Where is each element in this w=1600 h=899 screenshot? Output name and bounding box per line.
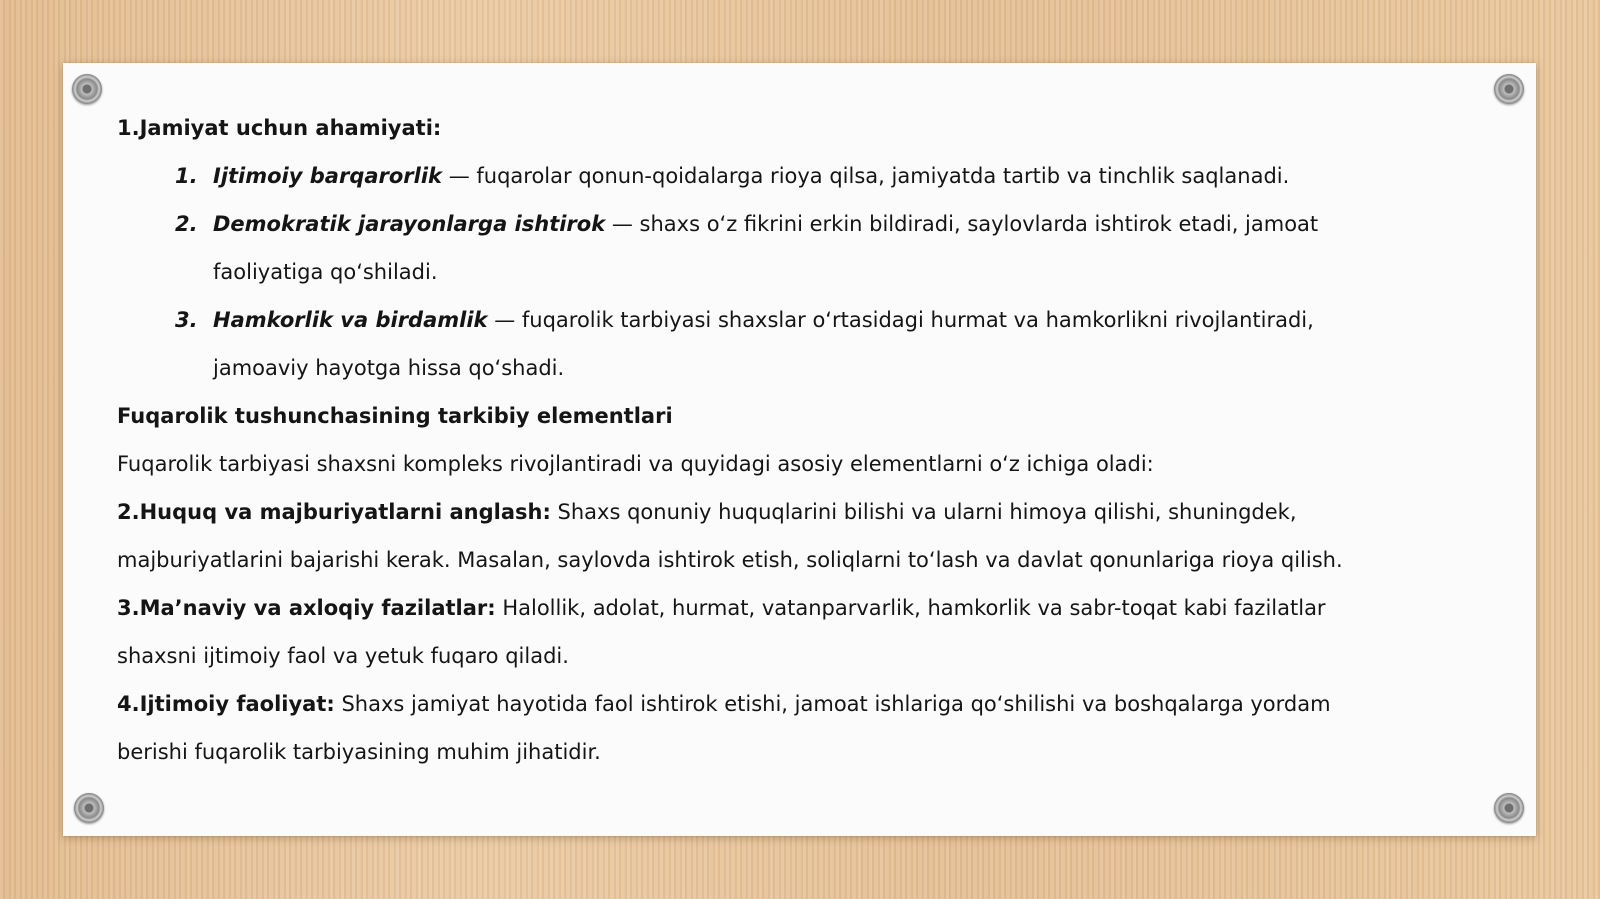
screw-icon <box>1494 74 1524 104</box>
slide-card <box>63 63 1536 836</box>
element-point <box>117 584 1527 680</box>
point-text-continuation: shaxsni ijtimoiy faol va yetuk fuqaro qiladi. <box>117 644 569 668</box>
point-text: Shaxs qonuniy huquqlarini bilishi va ularni himoya qilishi, shuningdek, <box>550 500 1297 524</box>
list-number: 1. <box>175 164 198 188</box>
list-term: Demokratik jarayonlarga ishtirok <box>213 212 606 236</box>
list-text: — fuqarolik tarbiyasi shaxslar o‘rtasidagi hurmat va hamkorlikni rivojlantiradi, <box>487 308 1314 332</box>
point-label: 2.Huquq va majburiyatlarni anglash: <box>117 500 551 524</box>
list-text: — fuqarolar qonun-qoidalarga rioya qilsa, jamiyatda tartib va tinchlik saqlanadi. <box>442 164 1290 188</box>
section-heading: 1.Jamiyat uchun ahamiyati: <box>117 116 442 140</box>
importance-list <box>117 152 1527 392</box>
elements-heading: Fuqarolik tushunchasining tarkibiy elementlari <box>117 404 673 428</box>
point-text-continuation: berishi fuqarolik tarbiyasining muhim jihatidir. <box>117 740 601 764</box>
point-text-continuation: majburiyatlarini bajarishi kerak. Masalan, saylovda ishtirok etish, soliqlarni to‘lash va davlat qonunlariga rioya qilish. <box>117 548 1343 572</box>
slide-text <box>117 104 1527 776</box>
list-number: 3. <box>175 308 198 332</box>
intro-paragraph: Fuqarolik tarbiyasi shaxsni kompleks rivojlantiradi va quyidagi asosiy elementlarni o‘z ichiga oladi: <box>117 452 1154 476</box>
screw-icon <box>72 74 102 104</box>
list-item <box>117 152 1527 200</box>
screw-icon <box>1494 793 1524 823</box>
list-text-continuation: jamoaviy hayotga hissa qo‘shadi. <box>213 356 565 380</box>
element-point <box>117 488 1527 584</box>
list-text: — shaxs o‘z fikrini erkin bildiradi, saylovlarda ishtirok etadi, jamoat <box>605 212 1319 236</box>
screw-icon <box>74 793 104 823</box>
point-label: 4.Ijtimoiy faoliyat: <box>117 692 335 716</box>
list-text-continuation: faoliyatiga qo‘shiladi. <box>213 260 438 284</box>
list-number: 2. <box>175 212 198 236</box>
point-text: Halollik, adolat, hurmat, vatanparvarlik, hamkorlik va sabr-toqat kabi fazilatlar <box>495 596 1326 620</box>
point-text: Shaxs jamiyat hayotida faol ishtirok etishi, jamoat ishlariga qo‘shilishi va boshqalarga yordam <box>334 692 1331 716</box>
element-point <box>117 680 1527 776</box>
list-item <box>117 296 1527 392</box>
list-item <box>117 200 1527 296</box>
point-label: 3.Ma’naviy va axloqiy fazilatlar: <box>117 596 496 620</box>
list-term: Hamkorlik va birdamlik <box>213 308 488 332</box>
list-term: Ijtimoiy barqarorlik <box>213 164 443 188</box>
